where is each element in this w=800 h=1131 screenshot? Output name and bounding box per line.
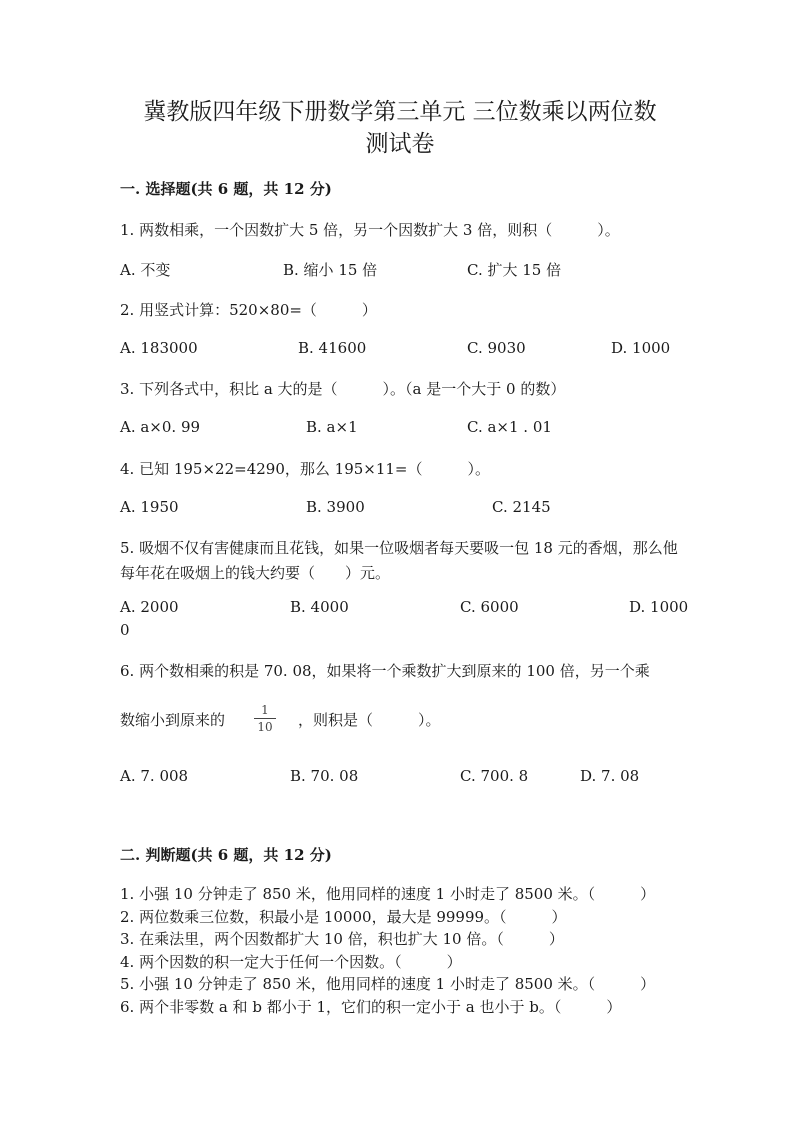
q2-option-c: C. 9030	[467, 339, 526, 357]
judgement-list	[120, 883, 655, 1018]
q3-option-a: A. a×0. 99	[120, 418, 201, 436]
q3-option-b: B. a×1	[306, 418, 358, 436]
question-3: 3. 下列各式中，积比 a 大的是（ ）。（a 是一个大于 0 的数）	[120, 380, 566, 398]
section-1-heading: 一. 选择题(共 6 题，共 12 分)	[120, 180, 332, 198]
q6-option-d: D. 7. 08	[580, 767, 640, 785]
question-5: 5. 吸烟不仅有害健康而且花钱，如果一位吸烟者每天要吸一包 18 元的香烟，那么他每年花在吸烟上的钱大约要（ ）元。	[120, 539, 678, 582]
title-line-2: 测试卷	[365, 131, 435, 157]
judgement-item-6: 6. 两个非零数 a 和 b 都小于 1，它们的积一定小于 a 也小于 b。（ ）	[120, 997, 622, 1016]
fraction-numerator: 1	[261, 703, 269, 717]
fraction-bar	[254, 718, 276, 719]
q1-option-b: B. 缩小 15 倍	[283, 261, 378, 279]
fraction-denominator: 10	[257, 720, 273, 734]
question-2: 2. 用竖式计算：520×80=（ ）	[120, 301, 377, 319]
q6-option-a: A. 7. 008	[120, 767, 189, 785]
judgement-item-1: 1. 小强 10 分钟走了 850 米，他用同样的速度 1 小时走了 8500 米。（ ）	[120, 885, 656, 903]
judgement-item-2: 2. 两位数乘三位数，积最小是 10000，最大是 99999。（ ）	[120, 907, 567, 926]
q5-option-b: B. 4000	[290, 598, 349, 616]
question-6-line-2-prefix: 数缩小到原来的	[120, 711, 226, 729]
q5-option-a: A. 2000	[120, 598, 179, 616]
judgement-item-3: 3. 在乘法里，两个因数都扩大 10 倍，积也扩大 10 倍。（ ）	[120, 930, 564, 948]
fraction-one-tenth	[254, 703, 276, 734]
q6-option-c: C. 700. 8	[460, 767, 529, 785]
question-1: 1. 两数相乘，一个因数扩大 5 倍，另一个因数扩大 3 倍，则积（ ）。	[120, 221, 620, 239]
section-2-heading: 二. 判断题(共 6 题，共 12 分)	[120, 846, 332, 864]
title-line-1: 冀教版四年级下册数学第三单元 三位数乘以两位数	[143, 99, 657, 125]
q2-option-b: B. 41600	[298, 339, 367, 357]
q6-option-b: B. 70. 08	[290, 767, 359, 785]
question-6-line-2-suffix: ，则积是（ ）。	[298, 711, 441, 729]
q4-option-c: C. 2145	[492, 498, 551, 516]
question-6-line-1: 6. 两个数相乘的积是 70. 08，如果将一个乘数扩大到原来的 100 倍，另一个乘	[120, 662, 650, 680]
q2-option-d: D. 1000	[611, 339, 671, 357]
q1-option-a: A. 不变	[120, 261, 171, 279]
q4-option-a: A. 1950	[120, 498, 179, 516]
q5-option-d-wrap: 0	[120, 621, 130, 639]
q2-option-a: A. 183000	[120, 339, 198, 357]
q4-option-b: B. 3900	[306, 498, 365, 516]
q5-option-d: D. 1000	[629, 598, 689, 616]
judgement-item-5: 5. 小强 10 分钟走了 850 米，他用同样的速度 1 小时走了 8500 米。（ ）	[120, 975, 656, 993]
q3-option-c: C. a×1 . 01	[467, 418, 552, 436]
judgement-item-4: 4. 两个因数的积一定大于任何一个因数。（ ）	[120, 952, 462, 971]
page-title	[100, 96, 700, 160]
q5-option-c: C. 6000	[460, 598, 519, 616]
q1-option-c: C. 扩大 15 倍	[467, 261, 562, 279]
question-4: 4. 已知 195×22=4290，那么 195×11=（ ）。	[120, 460, 490, 478]
